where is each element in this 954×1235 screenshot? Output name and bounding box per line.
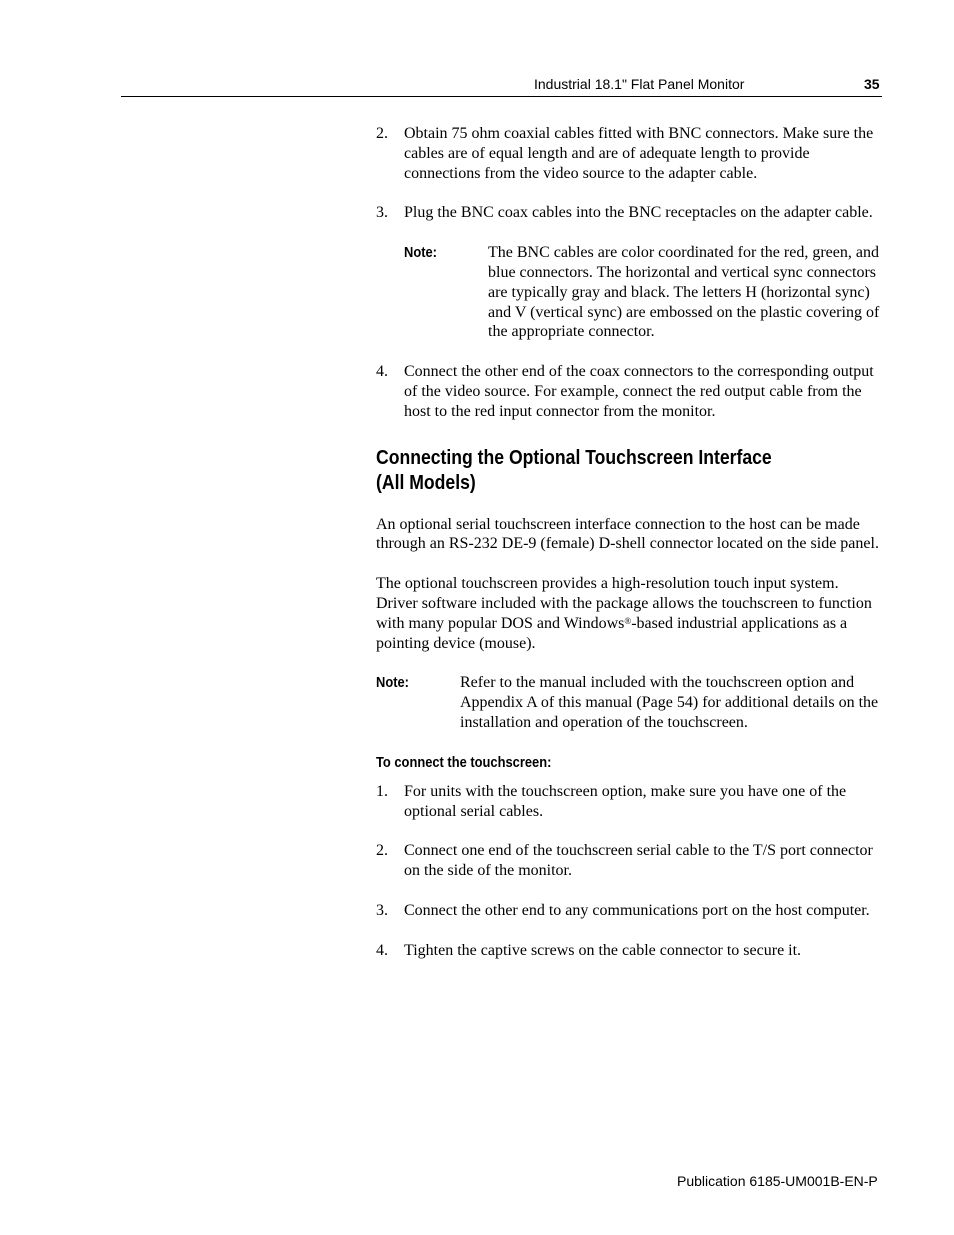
header-rule xyxy=(121,96,882,97)
paragraph-text: The optional touchscreen provides a high-resolution touch input system. Driver software included with the package allows the touchscreen to function with many popular DOS and Windows xyxy=(376,575,872,632)
list-item xyxy=(376,841,882,881)
list-text: Connect the other end of the coax connectors to the corresponding output of the video source. For example, connect the red output cable from the host to the red input connector from the monitor. xyxy=(404,363,874,420)
note-bnc-colors xyxy=(404,243,882,342)
list-text: For units with the touchscreen option, make sure you have one of the optional serial cables. xyxy=(404,782,847,820)
list-number: 4. xyxy=(376,363,388,381)
footer-publication: Publication 6185-UM001B-EN-P xyxy=(677,1173,878,1189)
note-label: Note: xyxy=(376,674,409,692)
list-text: Connect one end of the touchscreen serial cable to the T/S port connector on the side of the monitor. xyxy=(404,842,873,880)
note-text: Refer to the manual included with the touchscreen option and Appendix A of this manual (Page 54) for additional details on the installation and operation of the touchscreen. xyxy=(460,674,879,731)
list-number: 1. xyxy=(376,782,388,800)
list-text: Obtain 75 ohm coaxial cables fitted with BNC connectors. Make sure the cables are of equal length and are of adequate length to provide connections from the video source to the adapter cable. xyxy=(404,125,874,182)
list-number: 2. xyxy=(376,842,388,860)
list-item xyxy=(376,203,882,223)
list-number: 2. xyxy=(376,125,388,142)
list-text: Connect the other end to any communications port on the host computer. xyxy=(404,901,870,919)
list-text: Plug the BNC coax cables into the BNC receptacles on the adapter cable. xyxy=(404,204,873,222)
list-item xyxy=(376,362,882,421)
note-touchscreen-manual xyxy=(376,673,882,732)
list-number: 4. xyxy=(376,941,388,959)
note-text: The BNC cables are color coordinated for the red, green, and blue connectors. The horizontal and vertical sync connectors are typically gray and black. The letters H (horizontal sync) and V (vertical sync) are embossed on the plastic covering of the appropriate connector. xyxy=(488,244,880,341)
list-item xyxy=(376,941,882,961)
paragraph-touchscreen xyxy=(376,574,882,653)
list-text: Tighten the captive screws on the cable connector to secure it. xyxy=(404,941,802,959)
list-item xyxy=(376,782,882,822)
list-item xyxy=(376,124,882,183)
page-number: 35 xyxy=(864,76,880,92)
procedure-title: To connect the touchscreen: xyxy=(376,753,552,771)
header-title: Industrial 18.1" Flat Panel Monitor xyxy=(534,76,745,92)
note-label: Note: xyxy=(404,244,437,262)
list-item xyxy=(376,901,882,921)
page-content xyxy=(376,124,882,981)
section-heading: Connecting the Optional Touchscreen Interface (All Models) xyxy=(376,446,772,494)
list-number: 3. xyxy=(376,204,388,222)
list-number: 3. xyxy=(376,901,388,919)
paragraph-text: -based industrial applications as a pointing device (mouse). xyxy=(376,614,848,652)
registered-mark: ® xyxy=(624,615,632,626)
paragraph: An optional serial touchscreen interface connection to the host can be made through an RS-232 DE-9 (female) D-shell connector located on the side panel. xyxy=(376,515,879,553)
